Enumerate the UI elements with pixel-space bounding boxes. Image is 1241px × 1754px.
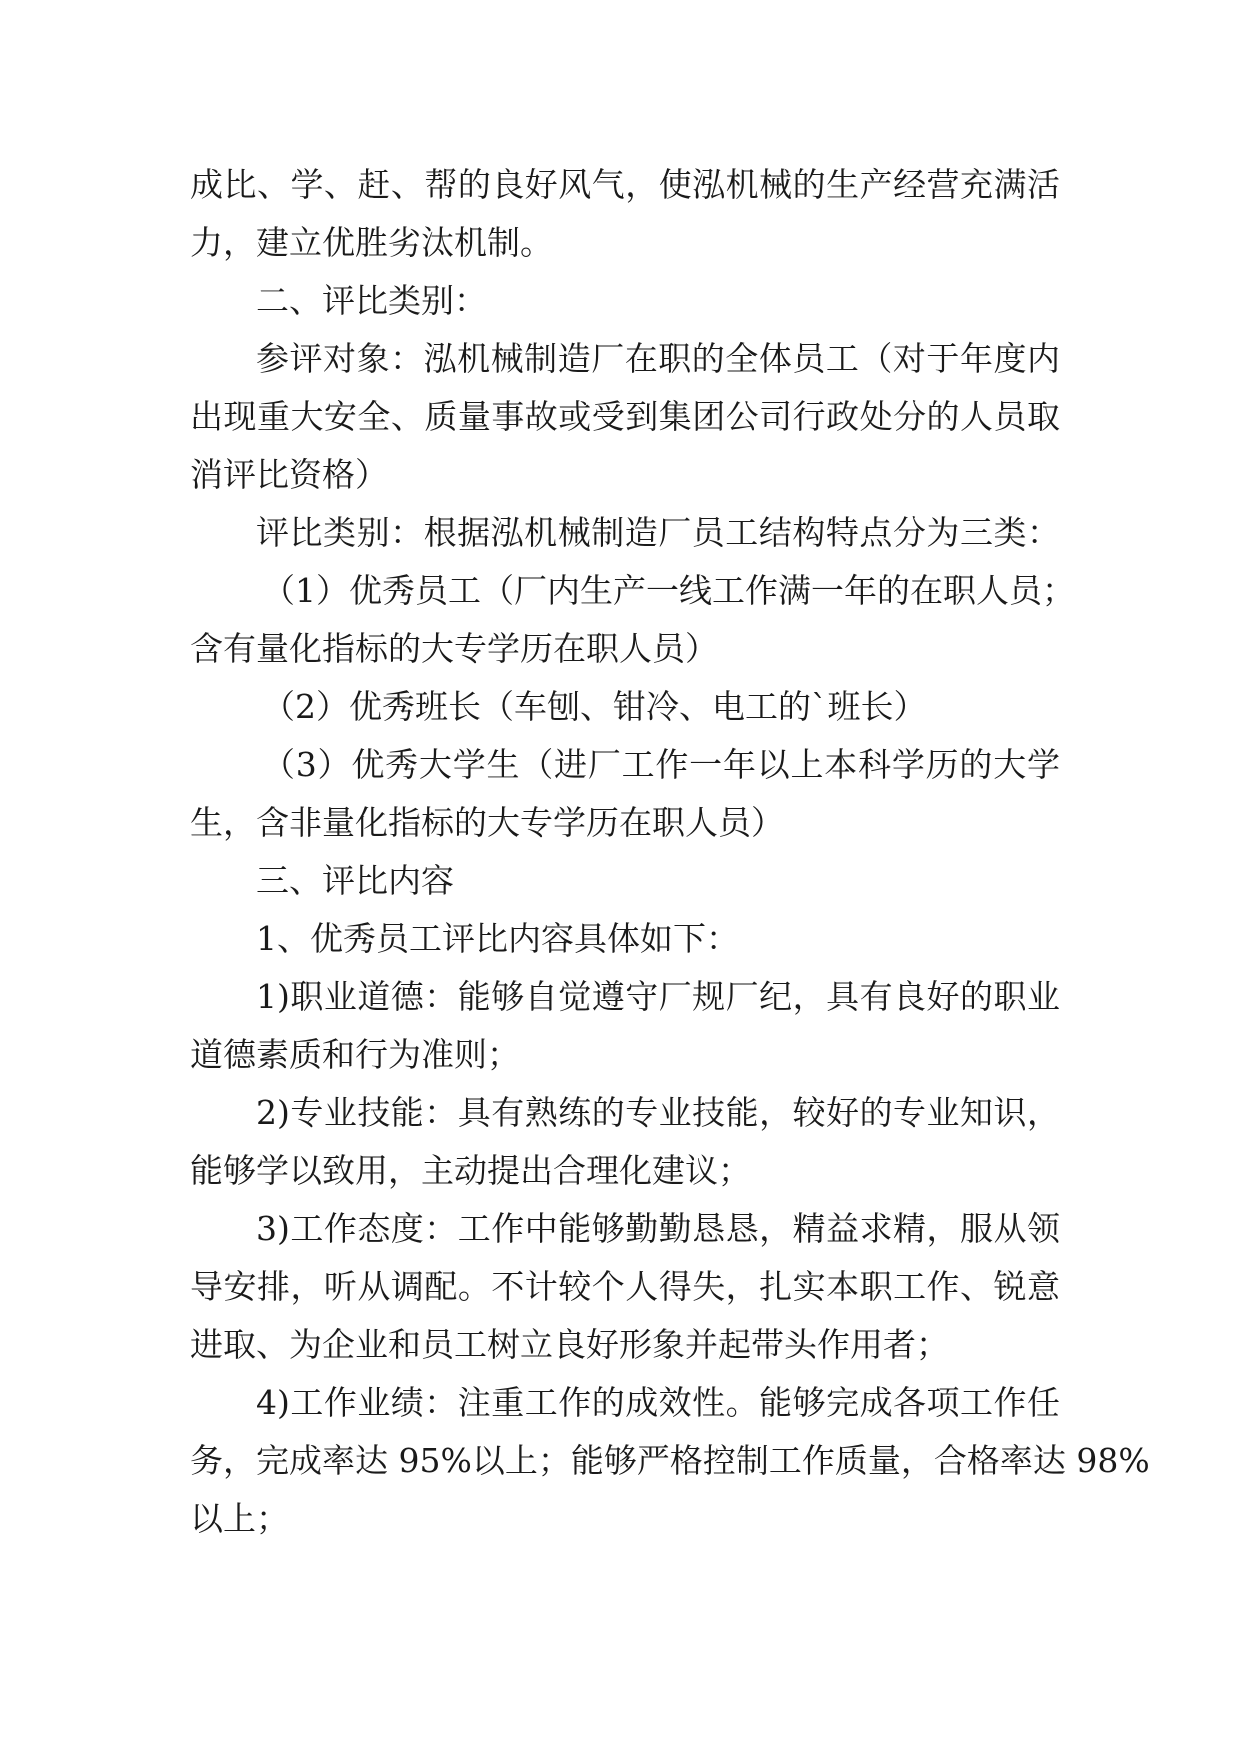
item-professional-skills: 2)专业技能：具有熟练的专业技能，较好的专业知识， [256,1093,1060,1132]
text-line: 以上； [190,1499,289,1538]
text-line: 导安排，听从调配。不计较个人得失，扎实本职工作、锐意 [190,1267,1060,1306]
list-item-2: （2）优秀班长（车刨、钳冷、电工的`班长） [262,687,927,726]
text-line: 务，完成率达 95%以上；能够严格控制工作质量，合格率达 98% [190,1441,1150,1480]
text-line: 生，含非量化指标的大专学历在职人员） [190,803,784,842]
section-heading-3: 三、评比内容 [256,861,454,900]
text-line: 力，建立优胜劣汰机制。 [190,223,553,262]
list-item-3: （3）优秀大学生（进厂工作一年以上本科学历的大学 [262,745,1060,784]
text-line: 进取、为企业和员工树立良好形象并起带头作用者； [190,1325,949,1364]
text-line: 参评对象：泓机械制造厂在职的全体员工（对于年度内 [256,339,1060,378]
list-item-1: （1）优秀员工（厂内生产一线工作满一年的在职人员； [262,571,1075,610]
text-line: 成比、学、赶、帮的良好风气，使泓机械的生产经营充满活 [190,165,1060,204]
section-heading-2: 二、评比类别： [256,281,487,320]
text-line: 含有量化指标的大专学历在职人员） [190,629,718,668]
item-professional-ethics: 1)职业道德：能够自觉遵守厂规厂纪，具有良好的职业 [256,977,1060,1016]
text-line: 道德素质和行为准则； [190,1035,520,1074]
text-line: 能够学以致用，主动提出合理化建议； [190,1151,751,1190]
text-line: 消评比资格） [190,455,388,494]
item-work-attitude: 3)工作态度：工作中能够勤勤恳恳，精益求精，服从领 [256,1209,1060,1248]
subsection-heading: 1、优秀员工评比内容具体如下： [256,919,739,958]
text-line: 出现重大安全、质量事故或受到集团公司行政处分的人员取 [190,397,1060,436]
text-line: 评比类别：根据泓机械制造厂员工结构特点分为三类： [256,513,1060,552]
item-work-performance: 4)工作业绩：注重工作的成效性。能够完成各项工作任 [256,1383,1060,1422]
